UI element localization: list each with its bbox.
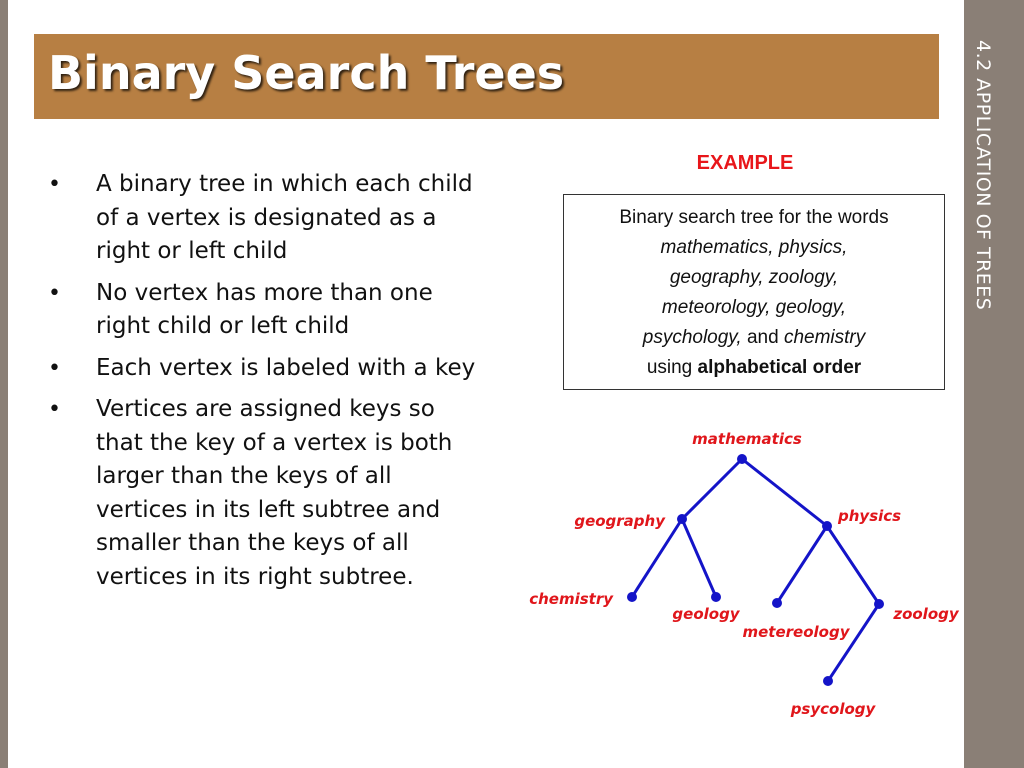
page-title: Binary Search Trees xyxy=(48,46,565,100)
tree-node-metereology xyxy=(772,598,782,608)
tree-node-psycology xyxy=(823,676,833,686)
tree-node-label-chemistry: chemistry xyxy=(529,590,613,608)
tree-edges xyxy=(632,459,879,681)
tree-edge-root-to-left xyxy=(682,459,742,519)
tree-node-chemistry xyxy=(627,592,637,602)
example-and: and xyxy=(741,327,784,348)
example-words: chemistry xyxy=(783,327,866,348)
tree-node-label-geology: geology xyxy=(672,605,740,623)
tree-node-physics xyxy=(822,521,832,531)
bullet-dot: • xyxy=(48,355,61,381)
bullet-text: No vertex has more than one right child or left child xyxy=(96,279,433,339)
example-using: using xyxy=(646,357,698,378)
example-order: alphabetical order xyxy=(697,357,862,378)
example-words: psychology, xyxy=(642,327,742,348)
tree-node-label-physics: physics xyxy=(838,507,902,525)
section-side-title-text: 4.2 APPLICATION OF TREES xyxy=(972,40,994,311)
tree-node-geography xyxy=(677,514,687,524)
tree-node-zoology xyxy=(874,599,884,609)
tree-node-label-psycology: psycology xyxy=(790,700,876,718)
bullet-dot: • xyxy=(48,172,61,197)
tree-node-geology xyxy=(711,592,721,602)
example-line: Binary search tree for the words xyxy=(619,207,889,228)
tree-edge-right-to-right_left xyxy=(777,526,827,603)
tree-nodes xyxy=(627,454,884,686)
bullet-dot: • xyxy=(48,397,61,422)
bullet-text: A binary tree in which each child of a vertex is designated as a right or left child xyxy=(96,171,473,264)
bullet-text: Vertices are assigned keys so that the key of a vertex is both larger than the keys of all vertices in its left subtree and smaller than the keys of all vertices in its right subtree. xyxy=(96,396,453,590)
bullet-text: Each vertex is labeled with a key xyxy=(96,354,476,381)
bullet-dot: • xyxy=(48,280,61,306)
tree-node-label-geography: geography xyxy=(574,512,665,530)
tree-node-mathematics xyxy=(737,454,747,464)
tree-node-label-mathematics: mathematics xyxy=(692,430,802,448)
tree-labels xyxy=(529,430,960,718)
tree-node-label-metereology: metereology xyxy=(742,623,850,641)
tree-edge-root-to-right xyxy=(742,459,827,526)
tree-edge-left-to-left_right xyxy=(682,519,716,597)
tree-node-label-zoology: zoology xyxy=(893,605,959,623)
tree-edge-right-to-right_right xyxy=(827,526,879,604)
example-words: geography, zoology, xyxy=(669,267,839,288)
tree-edge-right_right-to-right_right_left xyxy=(828,604,879,681)
example-words: mathematics, physics, xyxy=(660,237,848,258)
tree-edge-left-to-left_left xyxy=(632,519,682,597)
example-words: meteorology, geology, xyxy=(661,297,847,318)
example-label: EXAMPLE xyxy=(696,152,794,174)
